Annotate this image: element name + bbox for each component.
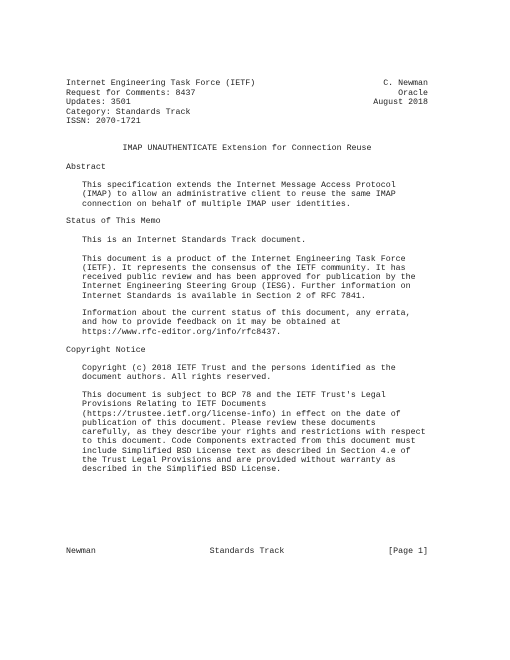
copyright-paragraph-2: This document is subject to BCP 78 and the IETF Trust's Legal Provisions Relating to IETF Documents (https://trustee.ietf.org/license-info) in effect on the date of publication of this document. Please review these documents carefully, as they describe your rights and restrictions with respect to this document. Code Components extracted from this document must include Simplified BSD License text as described in Section 4.e of the Trust Legal Provisions and are provided without warranty as described in the Simplified BSD License. <box>82 391 426 475</box>
footer-page-number: [Page 1] <box>388 547 428 556</box>
footer-author: Newman <box>66 547 96 556</box>
header-left-line-3: Updates: 3501 <box>66 98 131 107</box>
header-left-line-1: Internet Engineering Task Force (IETF) <box>66 79 256 88</box>
status-paragraph-3: Information about the current status of this document, any errata, and how to provide feedback on it may be obtained at https://www.rfc-editor.org/info/rfc8437. <box>82 309 411 337</box>
header-left-line-2: Request for Comments: 8437 <box>66 88 196 98</box>
abstract-heading: Abstract <box>66 163 106 172</box>
document-title: IMAP UNAUTHENTICATE Extension for Connection Reuse <box>122 143 372 153</box>
status-heading: Status of This Memo <box>66 217 161 226</box>
status-paragraph-1: This is an Internet Standards Track document. <box>82 236 307 245</box>
header-left-line-5: ISSN: 2070-1721 <box>66 117 141 126</box>
author-name: C. Newman <box>383 79 428 88</box>
status-paragraph-2: This document is a product of the Internet Engineering Task Force (IETF). It represents the consensus of the IETF community. It has received public review and has been approved for publication by the Internet Engineering Steering Group (IESG). Further information on Internet Standards is available in Section 2 of RFC 7841. <box>82 254 416 301</box>
abstract-text: This specification extends the Internet Message Access Protocol (IMAP) to allow an administrative client to reuse the same IMAP connection on behalf of multiple IMAP user identities. <box>82 181 396 209</box>
header-left-line-4: Category: Standards Track <box>66 107 191 117</box>
copyright-heading: Copyright Notice <box>66 345 146 355</box>
copyright-paragraph-1: Copyright (c) 2018 IETF Trust and the persons identified as the document authors. All rights reserved. <box>82 363 396 382</box>
publication-date: August 2018 <box>373 98 428 107</box>
author-organization: Oracle <box>398 88 428 98</box>
footer-category: Standards Track <box>209 547 285 556</box>
